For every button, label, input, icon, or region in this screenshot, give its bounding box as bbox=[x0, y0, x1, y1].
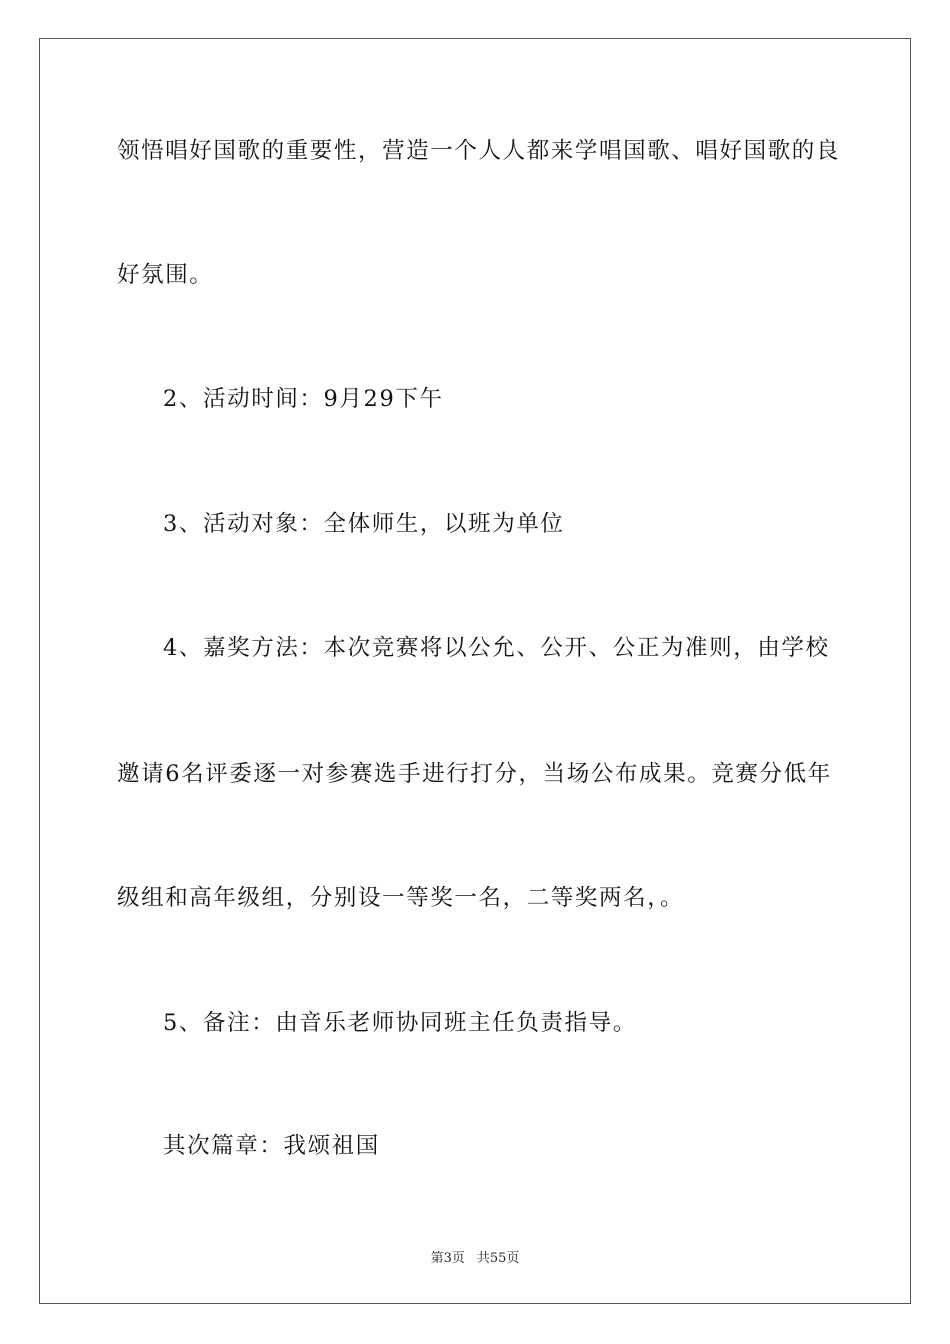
paragraph-line-award-3: 级组和高年级组，分别设一等奖一名，二等奖两名，。 bbox=[117, 885, 685, 911]
page-total: 共55页 bbox=[476, 1251, 520, 1266]
page-border bbox=[39, 38, 911, 1304]
item-award-method: 4、嘉奖方法：本次竞赛将以公允、公开、公正为准则，由学校 bbox=[163, 635, 830, 661]
page-number: 第3页 bbox=[430, 1251, 465, 1266]
paragraph-line-award-2: 邀请6名评委逐一对参赛选手进行打分，当场公布成果。竞赛分低年 bbox=[117, 761, 832, 787]
paragraph-line-2: 好氛围。 bbox=[117, 262, 214, 288]
item-remarks: 5、备注：由音乐老师协同班主任负责指导。 bbox=[163, 1010, 637, 1036]
item-activity-time: 2、活动时间：9月29下午 bbox=[163, 386, 444, 412]
paragraph-line-1: 领悟唱好国歌的重要性，营造一个人人都来学唱国歌、唱好国歌的良 bbox=[117, 138, 841, 164]
section-heading: 其次篇章：我颂祖国 bbox=[163, 1133, 380, 1159]
item-activity-target: 3、活动对象：全体师生，以班为单位 bbox=[163, 511, 565, 537]
page-footer bbox=[0, 1247, 950, 1266]
